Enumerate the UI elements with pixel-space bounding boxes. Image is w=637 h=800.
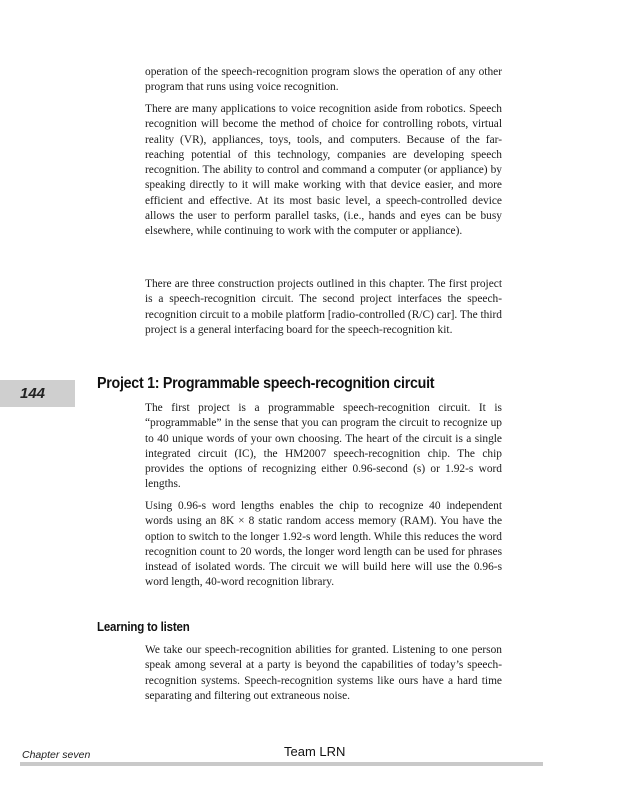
- footer-rule: [20, 762, 543, 766]
- section-heading: Project 1: Programmable speech-recognition circuit: [97, 375, 435, 392]
- body-paragraph: The first project is a programmable speech-recognition circuit. It is “programmable” in the sense that you can program the circuit to recognize up to 40 unique words of your own choosing. The heart of the circuit is a single integrated circuit (IC), the HM2007 speech-recognition chip. The chip provides the options of recognizing either 0.96-second (s) or 1.92-s word lengths.: [145, 402, 502, 491]
- body-paragraph: Using 0.96-s word lengths enables the chip to recognize 40 independent words using an 8K × 8 static random access memory (RAM). You have the option to switch to the longer 1.92-s word length. While this reduces the word recognition count to 20 words, the longer word length can be used for phrases instead of isolated words. The circuit we will build here will use the 0.96-s word length, 40-word recognition library.: [145, 500, 502, 589]
- body-paragraph: operation of the speech-recognition program slows the operation of any other program that runs using voice recognition.: [145, 66, 502, 94]
- body-paragraph: There are three construction projects outlined in this chapter. The first project is a speech-recognition circuit. The second project interfaces the speech-recognition circuit to a mobile platform [radio-controlled (R/C) car]. The third project is a general interfacing board for the speech-recognition kit.: [145, 278, 502, 336]
- page-number-tab: 144: [0, 380, 75, 407]
- body-paragraph: We take our speech-recognition abilities for granted. Listening to one person speak among several at a party is beyond the capabilities of today’s speech-recognition systems. Speech-recognition systems like ours have a hard time separating and filtering out extraneous noise.: [145, 644, 502, 702]
- footer-chapter-label: Chapter seven: [22, 749, 91, 761]
- body-paragraph: There are many applications to voice recognition aside from robotics. Speech recognition will become the method of choice for controlling robots, virtual reality (VR), appliances, toys, tools, and computers. Because of the far-reaching potential of this technology, companies are developing speech recognition. The ability to control and command a computer (or appliance) by speaking directly to it will make working with that device easier, and more efficient and effective. At its most basic level, a speech-controlled device allows the user to perform parallel tasks, (i.e., hands and eyes can be busy elsewhere, while continuing to work with the computer or appliance).: [145, 103, 502, 238]
- footer-credit: Team LRN: [284, 744, 346, 759]
- subsection-heading: Learning to listen: [97, 620, 190, 634]
